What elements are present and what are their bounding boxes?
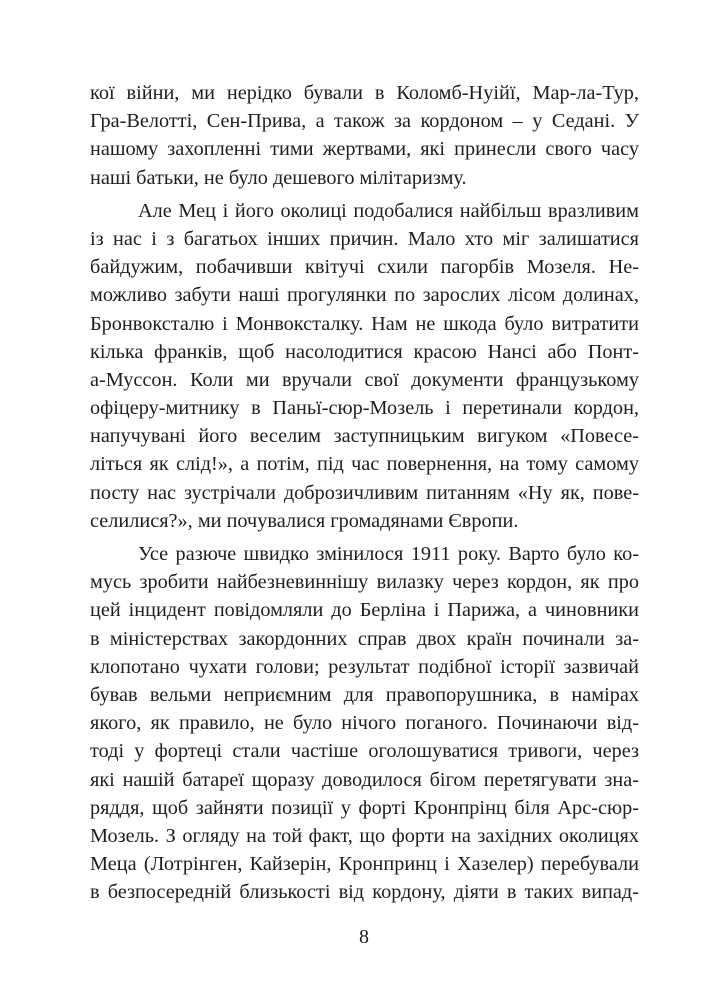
paragraph xyxy=(90,79,639,192)
text-line: кої війни, ми нерідко бували в Коломб-Нуійї, Мар-ла-Тур, xyxy=(90,82,639,104)
text-line: можливо забути наші прогулянки по зарослих лісом долинах, xyxy=(90,284,639,307)
page-number: 8 xyxy=(359,926,369,948)
text-line: клопотано чухати голови; результат подібної історії зазвичай xyxy=(90,655,639,678)
text-line: цей інцидент повідомляли до Берліна і Парижа, а чиновники xyxy=(90,599,639,622)
text-line: із нас і з багатьох інших причин. Мало хто міг залишатися xyxy=(90,227,639,250)
text-line: в міністерствах закордонних справ двох країн починали за- xyxy=(90,627,639,650)
paragraph xyxy=(90,540,639,906)
text-line: Бронвоксталю і Монвоксталку. Нам не шкода було витратити xyxy=(90,312,639,335)
text-line: Але Мец і його околиці подобалися найбільш вразливим xyxy=(138,199,639,222)
text-line: які нашій батареї щоразу доводилося бігом перетягувати зна- xyxy=(90,768,639,791)
text-line: офіцеру-митнику в Паньї-сюр-Мозель і перетинали кордон, xyxy=(90,397,639,420)
text-line: а-Муссон. Коли ми вручали свої документи французькому xyxy=(90,368,639,391)
text-line: в безпосередній близькості від кордону, діяти в таких випад- xyxy=(90,881,639,904)
text-line: посту нас зустрічали доброзичливим питанням «Ну як, пове- xyxy=(90,481,639,504)
text-line: нашому захопленні тими жертвами, які принесли свого часу xyxy=(90,138,639,161)
text-line: Мозель. З огляду на той факт, що форти на західних околицях xyxy=(90,824,639,847)
page-body xyxy=(90,79,639,911)
text-line: якого, як правило, не було нічого поганого. Починаючи від- xyxy=(90,712,639,735)
text-line: літься як слід!», а потім, під час повернення, на тому самому xyxy=(90,453,639,476)
text-line: мусь зробити найбезневиннішу вилазку через кордон, як про xyxy=(90,571,639,594)
text-line: байдужим, побачивши квітучі схили пагорбів Мозеля. Не- xyxy=(90,256,639,279)
text-line: Меца (Лотрінген, Кайзерін, Кронпринц і Хазелер) перебували xyxy=(90,853,639,876)
text-line: тоді у фортеці стали частіше оголошуватися тривоги, через xyxy=(90,740,639,763)
text-line: напучувані його веселим заступницьким вигуком «Повесе- xyxy=(90,425,639,448)
text-line: бував вельми неприємним для правопорушника, в намірах xyxy=(90,683,639,706)
paragraph xyxy=(90,197,639,535)
text-line: Гра-Велотті, Сен-Прива, а також за кордоном – у Седані. У xyxy=(90,110,639,133)
text-line: кілька франків, щоб насолодитися красою Нансі або Понт- xyxy=(90,340,639,363)
text-line: ряддя, щоб зайняти позиції у форті Кронпрінц біля Арс-сюр- xyxy=(90,796,639,819)
text-line: Усе разюче швидко змінилося 1911 року. Варто було ко- xyxy=(138,543,639,565)
text-line: селилися?», ми почувалися громадянами Європи. xyxy=(90,509,519,532)
text-line: наші батьки, не було дешевого мілітаризму. xyxy=(90,166,467,189)
